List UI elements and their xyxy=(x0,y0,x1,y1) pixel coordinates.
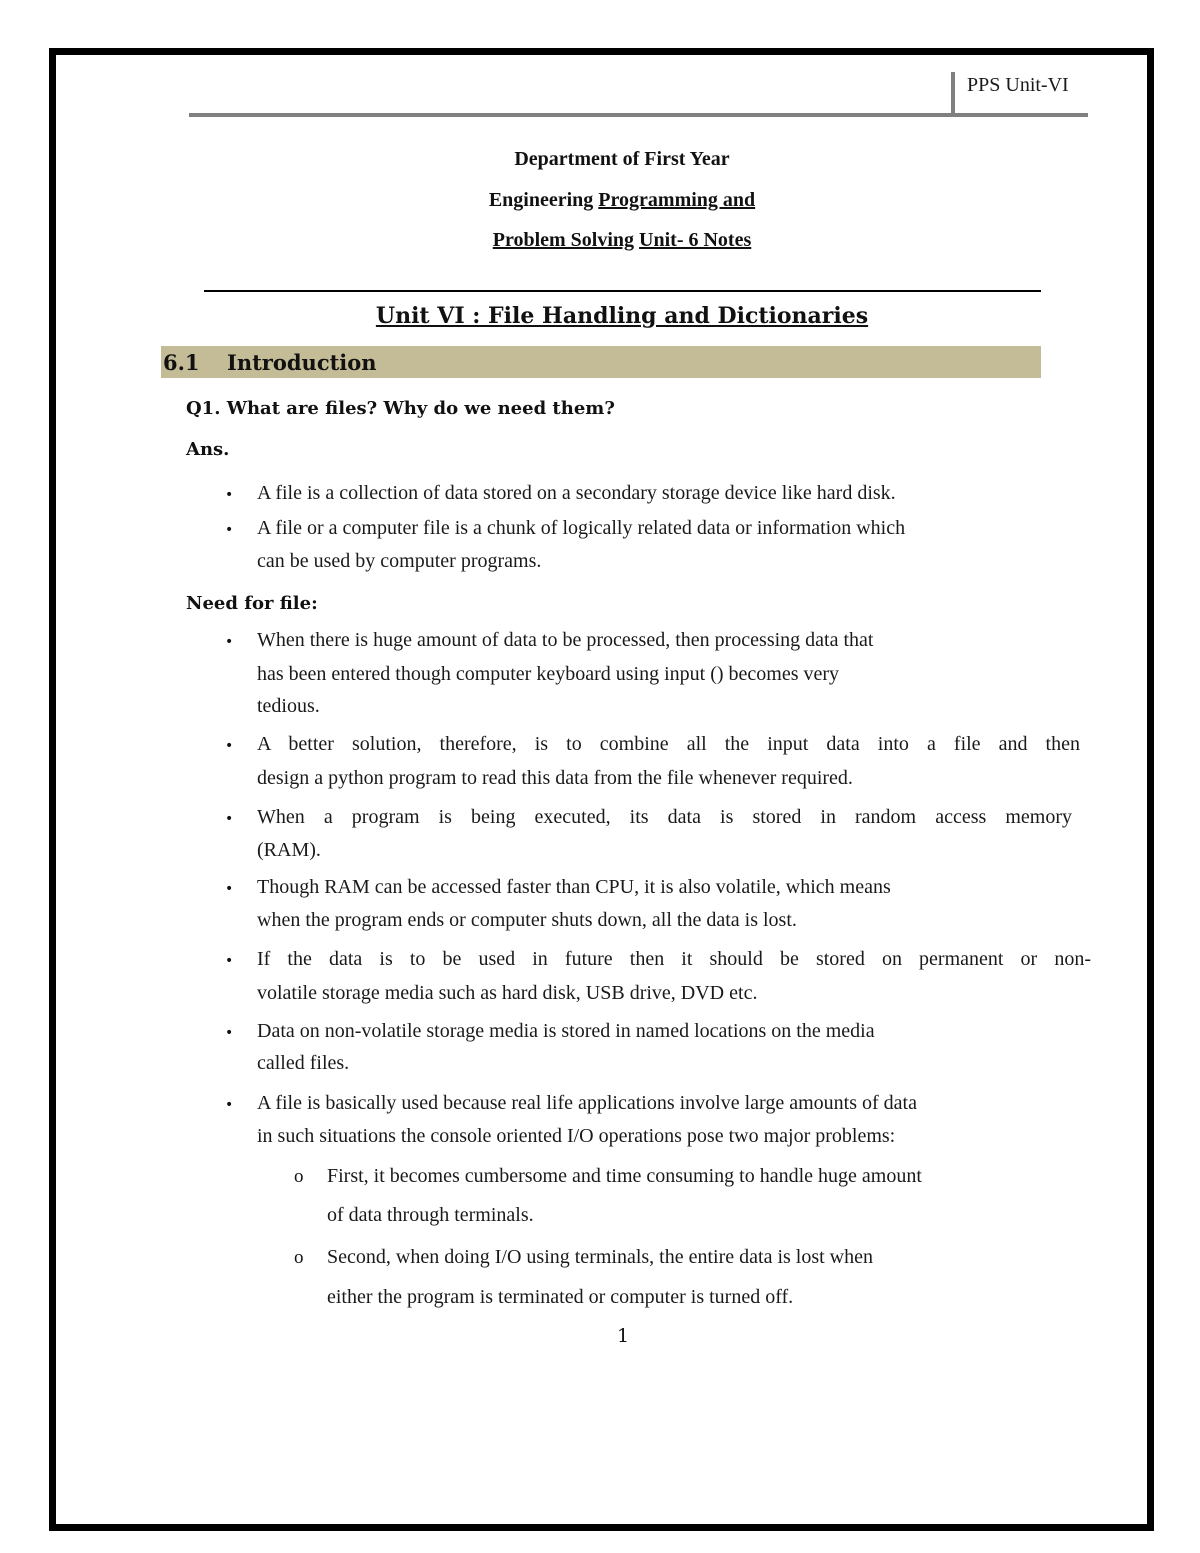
need-bullet-4-line-2: when the program ends or computer shuts down, all the data is lost. xyxy=(257,909,797,931)
title-line-2 xyxy=(0,189,1200,212)
unit-title: Unit VI : File Handling and Dictionaries xyxy=(375,303,869,329)
header-rule xyxy=(189,113,1088,117)
sub-bullet-2-line-1: Second, when doing I/O using terminals, the entire data is lost when xyxy=(327,1246,874,1268)
answer-bullet-2-line-2: can be used by computer programs. xyxy=(257,550,542,572)
title-line-3 xyxy=(0,229,1200,252)
bullet-marker: • xyxy=(225,811,234,827)
answer-bullet-2-line-1: A file or a computer file is a chunk of logically related data or information which xyxy=(257,517,906,539)
need-bullet-5-line-2: volatile storage media such as hard disk, USB drive, DVD etc. xyxy=(257,982,758,1004)
need-bullet-3-line-2: (RAM). xyxy=(257,839,321,861)
sub-bullet-2-line-2: either the program is terminated or computer is turned off. xyxy=(327,1286,794,1308)
need-bullet-4-line-1: Though RAM can be accessed faster than CPU, it is also volatile, which means xyxy=(257,876,891,898)
need-bullet-1-line-3: tedious. xyxy=(257,695,320,717)
bullet-marker: • xyxy=(225,738,234,754)
bullet-marker: • xyxy=(225,522,234,538)
header-divider xyxy=(951,72,955,115)
bullet-marker: • xyxy=(225,1097,234,1113)
bullet-marker: • xyxy=(225,953,234,969)
need-bullet-7-line-2: in such situations the console oriented I/O operations pose two major problems: xyxy=(257,1125,896,1147)
need-bullet-3-line-1: When a program is being executed, its data is stored in random access memory xyxy=(257,806,1072,828)
answer-label: Ans. xyxy=(186,439,230,460)
title-rule xyxy=(204,290,1041,292)
need-bullet-2-line-2: design a python program to read this data from the file whenever required. xyxy=(257,767,853,789)
sub-bullet-1-line-2: of data through terminals. xyxy=(327,1204,534,1226)
sub-bullet-1-line-1: First, it becomes cumbersome and time consuming to handle huge amount xyxy=(327,1165,922,1187)
bullet-marker: • xyxy=(225,881,234,897)
answer-bullet-1-line-1: A file is a collection of data stored on a secondary storage device like hard disk. xyxy=(257,482,896,504)
need-bullet-7-line-1: A file is basically used because real life applications involve large amounts of data xyxy=(257,1092,917,1114)
need-bullet-6-line-1: Data on non-volatile storage media is stored in named locations on the media xyxy=(257,1020,875,1042)
title-department: Department of First Year xyxy=(514,148,730,170)
question-heading: Q1. What are files? Why do we need them? xyxy=(186,398,615,419)
need-bullet-2-line-1: A better solution, therefore, is to combine all the input data into a file and then xyxy=(257,733,1080,755)
title-problem-solving: Problem Solving xyxy=(492,229,635,251)
header-label: PPS Unit-VI xyxy=(967,74,1069,96)
title-unit-notes: Unit- 6 Notes xyxy=(639,229,752,251)
sub-bullet-marker: o xyxy=(294,1166,304,1187)
section-title: Introduction xyxy=(227,350,377,375)
need-bullet-1-line-2: has been entered though computer keyboard using input () becomes very xyxy=(257,663,840,685)
sub-bullet-marker: o xyxy=(294,1247,304,1268)
bullet-marker: • xyxy=(225,1025,234,1041)
title-programming: Programming and xyxy=(598,189,756,211)
section-number: 6.1 xyxy=(163,350,200,375)
page-number: 1 xyxy=(617,1325,630,1347)
need-bullet-5-line-1: If the data is to be used in future then it should be stored on permanent or non- xyxy=(257,948,1091,970)
bullet-marker: • xyxy=(225,634,234,650)
title-engineering: Engineering xyxy=(488,189,599,211)
need-bullet-1-line-1: When there is huge amount of data to be processed, then processing data that xyxy=(257,629,874,651)
need-label: Need for file: xyxy=(186,593,318,614)
need-bullet-6-line-2: called files. xyxy=(257,1052,350,1074)
bullet-marker: • xyxy=(225,487,234,503)
